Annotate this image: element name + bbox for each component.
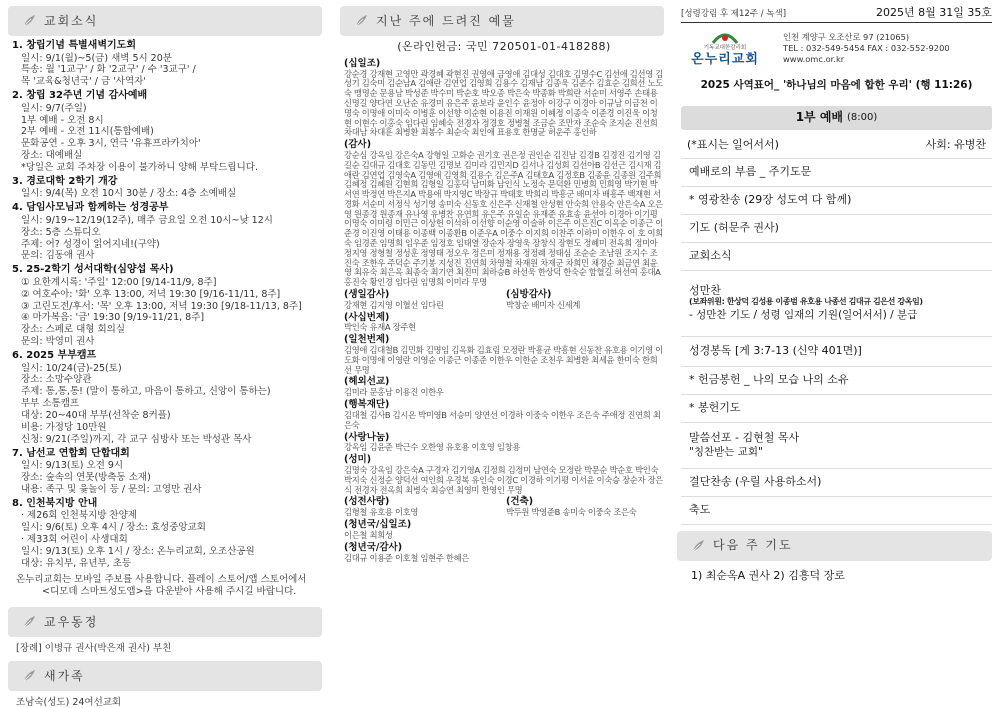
offering-block: [344, 519, 664, 541]
offering-names: 강순경 강재현 고영만 곽경혜 곽현진 권영애 금영애 김대성 김대호 김명수C 김선애 김선영 김성기 김숙미 김순남A 김애란 김연업 김영희 김용수 김재남 김종욱 김준수 김효순 김희선 노도숙 맹명순 문용남 박성준 박수미 박순호 박오종 박은숙 박종화 박희란 서순미 서영주 손태용 신명길 양다연 오난순 유경미 유은주 윤보라 윤인수 윤정아 이강구 이경아 이규남 이금천 이명숙 이명애 이미숙 이병훈 이선향 이순현 이용진 이재원 이혜정 이종숙 이준경 이진욱 이청현 이현수 이홍숙 임다린 임혜숙 전경자 정경호 정병철 조금순 조만자 조순숙 조지순 진선희 차대남 차대훈 최병환 최봉수 최순숙 최인애 표용호 한명균 허운주 홍인하: [344, 68, 663, 138]
offering-names: 김대규 이용준 이호철 임현주 한혜은: [344, 552, 470, 563]
leaf-icon: [22, 669, 36, 683]
announcement-line: 장소: 숲속의 연못(방축동 소재): [21, 472, 151, 483]
condolence-header: [8, 607, 322, 637]
announcement-line: 특송: 월 '1교구' / 화 '2교구' / 수 '3교구' /: [21, 64, 196, 76]
bulletin-header: [681, 6, 992, 23]
newfamily-text: 조남숙(성도) 24여선교회: [16, 697, 122, 708]
announcement-line: ④ 마가복음: '금' 19:30 [9/19-11/21, 8주]: [21, 312, 205, 324]
offering-category: (십일조): [344, 57, 381, 69]
announcements-header: [8, 6, 322, 36]
bulletin-date: 2025년 8월 31일 35호: [876, 6, 992, 19]
order-item: [681, 497, 992, 525]
announcement-line: 일시: 9/7(주일): [21, 102, 87, 114]
next-prayer-header: [677, 531, 992, 561]
order-item: [681, 243, 992, 271]
newfamily-title: 새가족: [44, 668, 85, 683]
offering-list-2: [344, 312, 664, 496]
offering-names: 박창순 배미자 신세계: [506, 299, 581, 310]
offering-twocol-2: [344, 496, 664, 519]
offering-block: [344, 542, 664, 564]
announcement-line: 일시: 9/13(토) 오후 1시 / 장소: 온누리교회, 오조산공원: [21, 545, 255, 557]
announcement-line: 문의: 김동애 권사: [21, 250, 95, 262]
offering-block: [344, 139, 664, 288]
offering-category: (건축): [506, 496, 534, 508]
announcement-line: 주제: 통,통,통! (말이 통하고, 마음이 통하고, 신앙이 통하는): [21, 386, 271, 398]
announcement-line: 장소: 소망수양관: [21, 374, 92, 386]
announcement-item: [12, 498, 322, 570]
announcement-line: 대상: 20~40대 부부(선착순 8커플): [21, 410, 171, 421]
order-label: * 영광찬송 (29장 성도여 다 함께): [689, 193, 852, 207]
offering-block: [344, 432, 664, 454]
order-item: [681, 159, 992, 187]
announcement-title: 7. 남선교 연합회 단합대회: [12, 447, 130, 459]
ministry-motto: 2025 사역표어_ '하나님의 마음에 합한 우리' (행 11:26): [700, 78, 973, 91]
announcement-line: 장소: 5층 스튜디오: [21, 226, 101, 238]
offering-names: 강순심 강옥임 강은숙A 강형일 고화순 권기호 권은정 권인순 김진남 김경B 김경진 김기영 김길순 김대규 김대호 김동민 김명보 김미라 김민지D 김서나 김성회 김선아B 김선근 김시재 김애란 김연업 김영숙A 김영애 김영희 김용수 김은주A 김태호A 김정호B 김종윤 김종원 김주희 김혜정 김혜원 김현희 김형일 김홍덕 남미화 남인식 노정숙 문덕환 민병희 민희영 박기현 박서연 박정연 박은지A 박용애 박지영C 박장규 박태호 박희리 박흥군 배미자 배흥주 백재현 서경화 서순미 서정식 성기영 송미숙 신동호 신은주 신재철 안성현 안숙희 안용숙 안은숙A 오은영 원종경 원종재 유나영 유병찬 유연희 유은주 유일순 유재준 유효송 윤선아 이경아 이기평 이명숙 이미령 이민근 이상헌 이석하 이선향 이순영 이슬하 이은주 이은진C 이옥순 이종근 이준경 이진영 이태용 이종백 이종환B 이준우A 이중수 이지희 이찬주 이하미 이한우 이 호 이희숙 임경준 임명희 임우준 임정호 임태열 장순자 장영욱 장창식 장현도 정혜미 전옥희 정미아 정지영 정형철 정성훈 정영태 정오우 정은미 정재용 정정례 정태심 조순순 조남원 조지수 조진숙 조한우 주덕순 주기봉 지성진 진연희 차영철 차재원 차재군 차희민 채경순 최금연 최윤영 최유숙 최은옥 최종숙 최기연 최진미 최하승B 하선욱 한상덕 한숙순 함혈길 허선여 홍대A 홍진숙 황인경 임다린 임명희 이미라 무명: [344, 149, 663, 288]
order-label: 교회소식: [689, 249, 732, 263]
order-item: [681, 469, 992, 497]
offering-block: [344, 334, 664, 375]
offering-category: (사십번제): [344, 311, 390, 323]
offering-category: (일천번제): [344, 334, 390, 346]
liturgical-season: [성령강림 후 제12주 / 녹색]: [681, 9, 787, 20]
logo-name: 온누리교회: [691, 52, 759, 68]
order-item: [681, 367, 992, 395]
order-label: 결단찬송 (우릴 사용하소서): [689, 475, 822, 489]
announcement-line: 1부 예배 - 오전 8시: [21, 114, 104, 126]
announcement-title: 6. 2025 부부캠프: [12, 350, 97, 361]
order-label: 기도 (허문주 권사): [689, 221, 779, 235]
offering-category: (청년국/십일조): [344, 519, 412, 531]
announcement-line: 일시: 9/6(토) 오후 4시 / 장소: 효성중앙교회: [21, 522, 206, 534]
offering-category: (성전사랑): [344, 496, 390, 508]
standing-note: (*표시는 일어서서): [687, 137, 779, 151]
offering-names: 강재현 김지영 이혈선 임다린: [344, 299, 444, 310]
offering-header: [340, 6, 664, 36]
order-subtext: (보좌위원: 한상덕 김성용 이종범 유호용 나종선 김대규 김은선 강옥임): [689, 297, 923, 307]
church-address: 인천 계양구 오조산로 97 (21065): [783, 31, 910, 42]
offering-list: [344, 58, 664, 288]
order-item: [681, 187, 992, 215]
announcement-line: 문화공연 - 오후 3시, 연극 '유휴프라카치아': [21, 138, 201, 150]
announcement-item: [12, 176, 322, 200]
offering-twocol-1: [344, 289, 664, 312]
announcement-item: [12, 264, 322, 348]
offering-category: (헤외선교): [344, 376, 390, 388]
offering-names: 이은철 최희성: [344, 529, 393, 540]
announcement-line: 신청: 9/21(주일)까지, 각 교구 심방사 또는 박성관 목사: [21, 433, 252, 445]
service-meta: [681, 138, 992, 152]
offering-title: 지난 주에 드려진 예물: [376, 13, 516, 28]
offering-column: [338, 0, 668, 708]
announcement-line: 장소: 대예배실: [21, 150, 83, 162]
order-label: 축도: [689, 503, 711, 517]
announcement-item: [12, 90, 322, 174]
offering-category: (생일감사): [344, 288, 390, 300]
service-time: (8:00): [847, 111, 878, 123]
announcement-title: 3. 경로대학 2학기 개강: [12, 175, 118, 187]
service-header: [681, 106, 992, 130]
offering-block: [344, 58, 664, 138]
announcement-line: · 제33회 어린이 사생대회: [21, 534, 128, 545]
order-label: 성경봉독 [게 3:7-13 (신약 401면)]: [689, 344, 862, 358]
mobile-bulletin-note-2: <디모데 스마트성도앱>을 다운받아 사용해 주시길 바랍니다.: [42, 585, 297, 597]
leaf-icon: [22, 615, 36, 629]
announcement-line: 2부 예배 - 오전 11시(통합예배): [21, 126, 154, 138]
order-label: 성만찬: [689, 283, 721, 297]
offering-names: 박두원 박영준B 송미숙 이중숙 조은숙: [506, 507, 637, 518]
service-leader: 사회: 유병찬: [925, 137, 986, 151]
order-label: * 헌금봉헌 _ 나의 모습 나의 소유: [689, 373, 849, 387]
next-prayer-text: 1) 최순옥A 권사 2) 김흥덕 장로: [691, 568, 845, 582]
leaf-icon: [691, 539, 705, 553]
offering-category: (심방감사): [506, 288, 552, 300]
announcement-item: [12, 448, 322, 496]
offering-category: (행복재단): [344, 399, 390, 411]
leaf-icon: [22, 14, 36, 28]
announcement-list: [12, 40, 322, 570]
announcement-line: · 제26회 인천북지방 찬양제: [21, 510, 137, 522]
announcement-line: 부부 소통캠프: [21, 398, 80, 410]
order-of-worship: [681, 158, 992, 525]
announcement-line: 문의: 박영미 권사: [21, 336, 95, 348]
announcement-title: 5. 25-2학기 성서대학(심양섭 목사): [12, 264, 174, 276]
announcement-item: [12, 350, 322, 446]
announcements-title: 교회소식: [44, 13, 99, 28]
offering-block: [344, 312, 664, 334]
church-contact: [783, 32, 950, 66]
offering-names: 강옥임 김윤준 박근수 오한영 유호용 이호영 임창용: [344, 442, 521, 453]
logo-subtitle: 기독교대한감리회: [703, 45, 747, 52]
order-item: [681, 423, 992, 469]
offering-category: (성미): [344, 454, 372, 466]
order-item: [681, 395, 992, 423]
leaf-icon: [354, 14, 368, 28]
mobile-bulletin-note: 온누리교회는 모바일 주보를 사용합니다. 플레이 스토어/앱 스토어에서: [16, 573, 307, 585]
offering-category: (감사): [344, 139, 372, 151]
offering-list-3: [344, 519, 664, 563]
order-detail: "칭찬받는 교회": [689, 446, 763, 459]
announcement-line: 일시: 10/24(금)-25(토): [21, 362, 122, 374]
announcement-item: [12, 40, 322, 88]
church-phone: TEL : 032-549-5454 FAX : 032-552-9200: [783, 43, 950, 54]
church-website[interactable]: www.omc.or.kr: [783, 54, 845, 65]
announcement-title: 8. 인천북지방 안내: [12, 497, 98, 509]
offering-names: 김영애 김대철B 김민화 김명임 김옥화 김효림 모정란 박흥균 박흥현 신동찬 유호용 이기영 이도화 이명애 이영란 이영순 이종근 이종준 이한우 이한순 조천우 최병환 최세윤 한미숙 한희선 무명: [344, 345, 663, 375]
announcement-line: 일시: 9/1(월)~5(금) 새벽 5시 20분: [21, 52, 172, 64]
offering-names: 박인숙 유재A 장주현: [344, 322, 416, 333]
announcement-line: ① 요한계시록: '주일' 12:00 [9/14-11/9, 8주]: [21, 276, 217, 288]
order-label: 말씀선포 - 김현철 목사: [689, 430, 800, 444]
newfamily-header: [8, 661, 322, 691]
announcement-line: ② 여호수아: '화' 오후 13:00, 저녁 19:30 [9/16-11/11, 8주]: [21, 288, 281, 300]
service-title: 1부 예배: [795, 110, 844, 125]
announcement-line: *당일은 교회 주차장 이용이 불가하니 양해 부탁드립니다.: [21, 162, 258, 173]
offering-names: 김명숙 강옥임 강은숙A 구경자 김기영A 김정희 김정미 남연숙 모정란 박문순 박순호 박인숙 박지숙 신정순 양덕선 여인희 우경복 유인숙 이경C 이경하 이기평 이서윤 이숙승 장순자 장은식 전경자 전옥희 최병숙 최승연 최영미 한영인 무명: [344, 465, 663, 495]
announcement-line: 주제: 어? 성경이 읽어지네!(구약): [21, 238, 160, 250]
next-prayer-title: 다음 주 기도: [713, 538, 793, 553]
order-item: [681, 215, 992, 243]
order-item: [681, 271, 992, 337]
announcement-line: 목 '교육&청년국' / 금 '사역자': [21, 76, 146, 88]
condolence-title: 교우동정: [44, 614, 99, 629]
church-logo: [681, 29, 769, 68]
order-item: [681, 337, 992, 367]
offering-account: (온라인헌금: 국민 720501-01-418288): [397, 40, 611, 53]
announcement-line: 비용: 가정당 10만원: [21, 421, 107, 433]
announcement-item: [12, 202, 322, 262]
condolence-text: [장례] 이병규 권사(박은재 권사) 부친: [16, 643, 172, 655]
order-label: * 봉헌기도: [689, 401, 741, 415]
church-info-row: [681, 29, 992, 69]
church-logo-icon: [711, 29, 739, 45]
announcement-line: 내용: 족구 및 윷놀이 등 / 문의: 고영만 권사: [21, 483, 202, 495]
offering-category: (청년국/감사): [344, 541, 403, 553]
announcement-line: 대상: 유치부, 유년부, 초등: [21, 557, 132, 569]
announcement-line: 장소: 스페로 대형 회의실: [21, 324, 126, 336]
announcements-column: [0, 0, 328, 708]
announcement-line: ③ 고린도전/후서: '목' 오후 13:00, 저녁 19:30 [9/18-11/13, 8주]: [21, 300, 302, 312]
announcement-line: 일시: 9/4(목) 오전 10시 30분 / 장소: 4층 소예배실: [21, 188, 237, 200]
order-detail: - 성만찬 기도 / 성령 임재의 기원(일어서서) / 분급: [689, 309, 918, 322]
offering-category: (사랑나눔): [344, 431, 390, 443]
announcement-line: 일시: 9/13(토) 오전 9시: [21, 460, 124, 472]
announcement-title: 1. 창립기념 특별새벽기도회: [12, 40, 136, 51]
announcement-title: 2. 창립 32주년 기념 감사예배: [12, 90, 148, 102]
offering-names: 김대철 김사B 김시온 박미영B 서승미 양연선 이경하 이중숙 이한우 조은숙 주애정 진연희 최은숙: [344, 409, 661, 430]
announcement-title: 4. 담임사모님과 함께하는 성경공부: [12, 202, 169, 214]
offering-block: [344, 454, 664, 495]
offering-names: 김형철 유호용 이호영: [344, 507, 419, 518]
service-column: [675, 0, 1000, 708]
announcement-line: 일시: 9/19~12/19(12주), 매주 금요일 오전 10시~낮 12시: [21, 214, 273, 226]
offering-names: 김미라 문홍남 이용진 이한우: [344, 387, 444, 398]
order-label: 예배로의 부름 _ 주기도문: [689, 165, 812, 179]
offering-block: [344, 399, 664, 430]
offering-block: [344, 376, 664, 398]
